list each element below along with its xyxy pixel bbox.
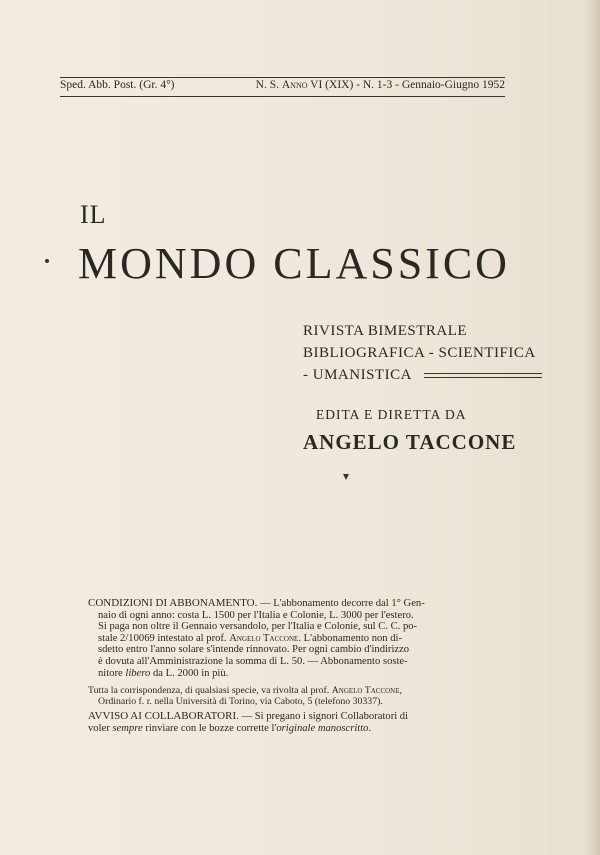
avviso-end: . — [368, 722, 372, 734]
conditions-line-7-text: nitore — [98, 667, 123, 679]
avviso-line-2-text: rinviare con le bozze corrette l' — [145, 722, 277, 734]
conditions-line-3: Si paga non oltre il Gennaio versandolo, per l'Italia e Colonie, sul C. C. po- — [98, 621, 418, 633]
conditions-line-2: naio di ogni anno: costa L. 1500 per l'Italia e Colonie, L. 3000 per l'estero. — [98, 609, 414, 621]
avviso-paragraph — [88, 711, 484, 734]
conditions-line-7-end: da L. 2000 in più. — [152, 667, 229, 679]
avviso-sempre: sempre — [112, 722, 143, 734]
subtitle-line-3: - UMANISTICA — [303, 367, 412, 383]
header-bar — [60, 79, 505, 91]
ink-dot — [45, 259, 49, 263]
conditions-line-5: sdetto entro l'anno solare s'intende rinnovato. Per ogni cambio d'indirizzo — [98, 644, 410, 656]
correspondence-text: Tutta la corrispondenza, di qualsiasi specie, va rivolta al prof. — [88, 685, 330, 697]
conditions-line-4 — [88, 633, 484, 645]
conditions-line-1: — L'abbonamento decorre dal 1° Gen- — [260, 598, 425, 609]
journal-title: MONDO CLASSICO — [78, 239, 510, 288]
conditions-editor-name: Angelo Taccone — [229, 632, 299, 644]
conditions-paragraph — [88, 598, 484, 610]
edited-by: EDITA E DIRETTA DA — [316, 407, 467, 422]
subtitle-line-2: BIBLIOGRAFICA - SCIENTIFICA — [303, 345, 536, 361]
avviso-line-1 — [88, 711, 484, 723]
header-top-rule — [60, 77, 505, 78]
journal-subtitle — [303, 320, 542, 386]
double-rule — [424, 373, 542, 378]
correspondence-comma: , — [399, 685, 402, 697]
title-article: IL — [80, 200, 107, 229]
series-label: N. S. — [255, 79, 279, 91]
correspondence-editor-name: Angelo Taccone — [331, 685, 400, 697]
avviso-label: AVVISO AI COLLABORATORI. — [88, 710, 239, 723]
avviso-voler: voler — [88, 722, 110, 734]
subscription-notice — [88, 598, 484, 734]
correspondence-paragraph — [88, 685, 484, 707]
subtitle-line-1: RIVISTA BIMESTRALE — [303, 323, 468, 339]
editor-name: ANGELO TACCONE — [303, 430, 517, 454]
correspondence-line-1 — [88, 685, 484, 696]
conditions-line-4-end: . L'abbonamento non di- — [298, 632, 403, 644]
avviso-line-2 — [88, 723, 484, 735]
subtitle-line-3-row — [303, 364, 542, 386]
issue-info — [256, 79, 505, 91]
avviso-line-1-text: — Si pregano i signori Collaboratori di — [241, 711, 409, 723]
header-bottom-rule — [60, 96, 505, 97]
conditions-libero: libero — [125, 667, 151, 679]
correspondence-line-2: Ordinario f. r. nella Università di Torino, via Caboto, 5 (telefono 30337). — [98, 696, 383, 708]
postal-info: Sped. Abb. Post. (Gr. 4°) — [60, 79, 175, 91]
conditions-label: CONDIZIONI DI ABBONAMENTO. — [88, 597, 258, 609]
conditions-line-6: è dovuta all'Amministrazione la somma di L. 50. — Abbonamento soste- — [98, 655, 408, 667]
avviso-originale: originale manoscritto — [276, 722, 369, 734]
printer-mark — [343, 474, 349, 480]
anno-label: Anno — [281, 79, 308, 91]
page-edge-shadow — [586, 0, 600, 855]
conditions-line-4-text: stale 2/10069 intestato al prof. — [98, 632, 227, 644]
issue-number: VI (XIX) - N. 1-3 - Gennaio-Giugno 1952 — [310, 79, 505, 91]
conditions-line-7 — [88, 668, 484, 680]
